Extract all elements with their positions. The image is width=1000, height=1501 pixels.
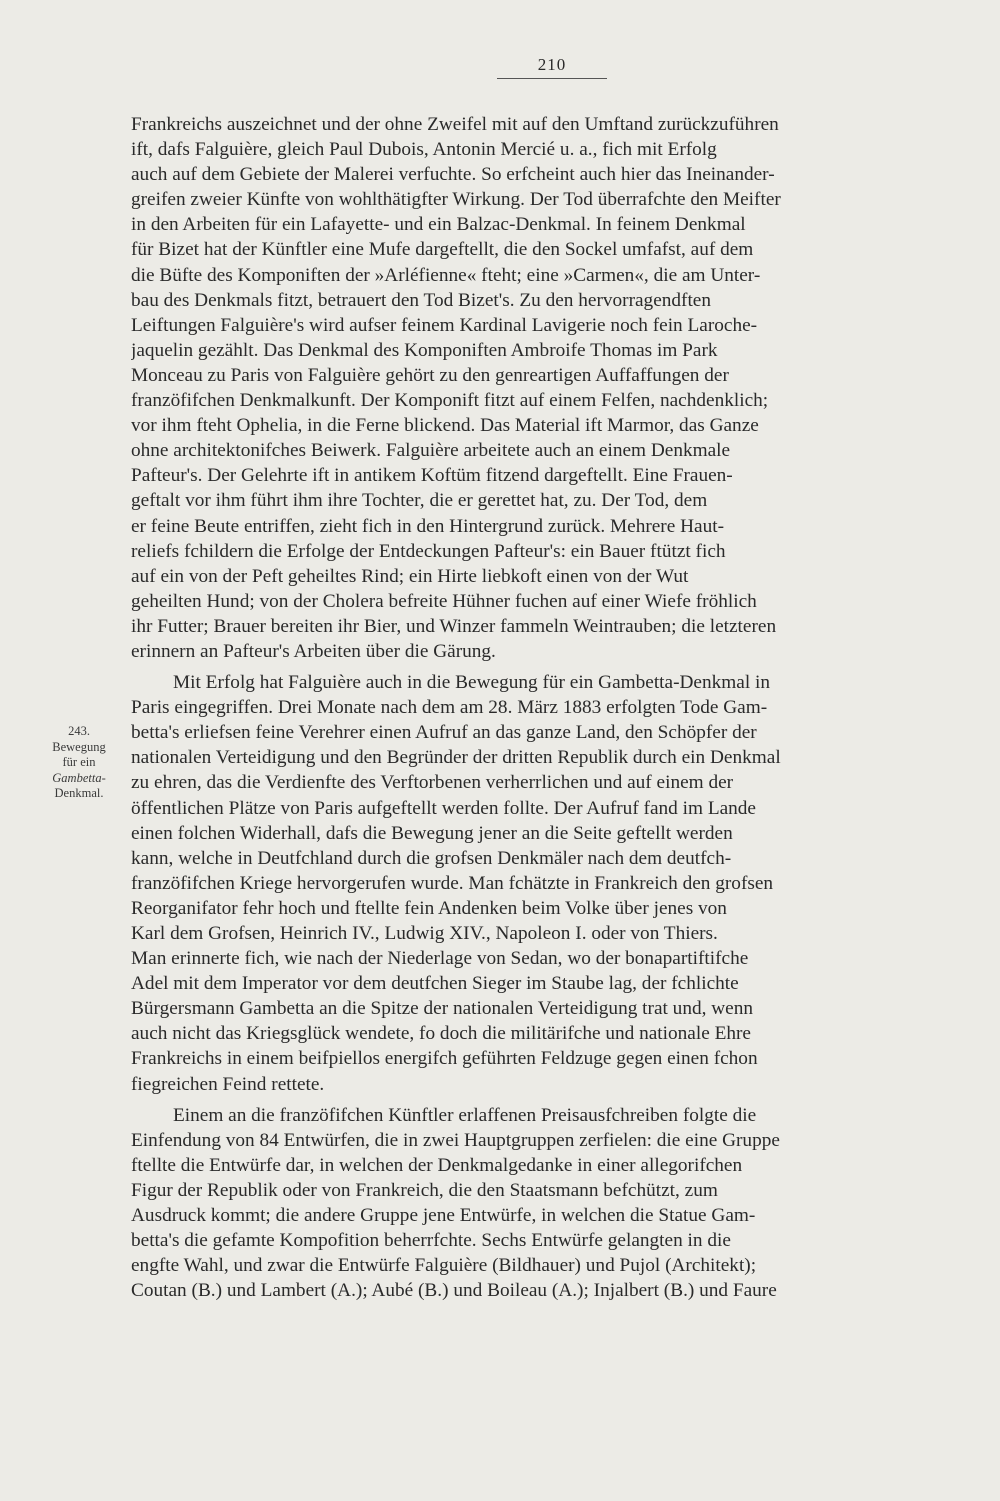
text-line: nationalen Verteidigung und den Begründer der dritten Republik durch ein Denkmal [131, 747, 781, 769]
text-line: betta's erliefsen feine Verehrer einen Aufruf an das ganze Land, den Schöpfer der [131, 722, 757, 744]
text-line: betta's die gefamte Kompofition beherrfchte. Sechs Entwürfe gelangten in die [131, 1230, 731, 1252]
text-line: die Büfte des Komponiften der »Arléfienne« fteht; eine »Carmen«, die am Unter- [131, 264, 761, 286]
text-line: Einfendung von 84 Entwürfen, die in zwei Hauptgruppen zerfielen: die eine Gruppe [131, 1129, 780, 1151]
text-line: zu ehren, das die Verdienfte des Verftorbenen verherrlichen und auf einem der [131, 772, 734, 794]
marginal-note [40, 724, 118, 802]
text-line: fiegreichen Feind rettete. [131, 1073, 325, 1095]
text-line: reliefs fchildern die Erfolge der Entdeckungen Pafteur's: ein Bauer ftützt fich [131, 540, 726, 562]
text-line: Figur der Republik oder von Frankreich, die den Staatsmann befchützt, zum [131, 1179, 718, 1201]
text-line: einen folchen Widerhall, dafs die Bewegung jener an die Seite geftellt werden [131, 822, 733, 844]
text-line: Reorganifator fehr hoch und ftellte fein Andenken beim Volke über jenes von [131, 897, 727, 919]
text-line: Mit Erfolg hat Falguière auch in die Bewegung für ein Gambetta-Denkmal in [173, 672, 771, 694]
text-line: ift, dafs Falguière, gleich Paul Dubois, Antonin Mercié u. a., fich mit Erfolg [131, 139, 717, 161]
text-line: Karl dem Grofsen, Heinrich IV., Ludwig XIV., Napoleon I. oder von Thiers. [131, 923, 718, 944]
marginal-note-line: Denkmal. [54, 786, 104, 800]
page-number: 210 [497, 55, 607, 79]
body-text [131, 112, 951, 1303]
text-line: Adel mit dem Imperator vor dem deutfchen Sieger im Staube lag, der fchlichte [131, 973, 739, 995]
text-line: öffentlichen Plätze von Paris aufgeftellt werden follte. Der Aufruf fand im Lande [131, 797, 756, 819]
text-line: franzöfifchen Denkmalkunft. Der Komponift fitzt auf einem Felfen, nachdenklich; [131, 390, 769, 412]
text-line: engfte Wahl, und zwar die Entwürfe Falguière (Bildhauer) und Pujol (Architekt); [131, 1255, 757, 1277]
marginal-note-line: Bewegung [52, 739, 106, 754]
text-line: ihr Futter; Brauer bereiten ihr Bier, und Winzer fammeln Weintrauben; die letzteren [131, 615, 777, 637]
text-line: Coutan (B.) und Lambert (A.); Aubé (B.) und Boileau (A.); Injalbert (B.) und Faure [131, 1280, 777, 1302]
text-line: in den Arbeiten für ein Lafayette- und ein Balzac-Denkmal. In feinem Denkmal [131, 214, 746, 236]
text-line: auch auf dem Gebiete der Malerei verfuchte. So erfcheint auch hier das Ineinander- [131, 164, 775, 186]
text-line: für Bizet hat der Künftler eine Mufe dargeftellt, die den Sockel umfafst, auf dem [131, 239, 754, 261]
text-line: ftellte die Entwürfe dar, in welchen der Denkmalgedanke in einer allegorifchen [131, 1154, 743, 1176]
text-line: Bürgersmann Gambetta an die Spitze der nationalen Verteidigung trat und, wenn [131, 998, 754, 1020]
text-line: greifen zweier Künfte von wohlthätigfter Wirkung. Der Tod überrafchte den Meifter [131, 189, 781, 211]
text-line: auch nicht das Kriegsglück wendete, fo doch die militärifche und nationale Ehre [131, 1023, 751, 1045]
text-line: Leiftungen Falguière's wird aufser feinem Kardinal Lavigerie noch fein Laroche- [131, 314, 758, 336]
text-line: geheilten Hund; von der Cholera befreite Hühner fuchen auf einer Wiefe fröhlich [131, 590, 757, 612]
text-line: jaquelin gezählt. Das Denkmal des Komponiften Ambroife Thomas im Park [131, 339, 718, 361]
text-line: erinnern an Pafteur's Arbeiten über die Gärung. [131, 640, 496, 662]
text-line: Monceau zu Paris von Falguière gehört zu den genreartigen Auffaffungen der [131, 364, 729, 386]
text-line: ohne architektonifches Beiwerk. Falguière arbeitete auch an einem Denkmale [131, 440, 731, 462]
text-line: Man erinnerte fich, wie nach der Niederlage von Sedan, wo der bonapartiftifche [131, 948, 749, 970]
marginal-note-line: Gambetta- [52, 770, 106, 785]
marginal-note-line: für ein [62, 755, 96, 769]
text-line: vor ihm fteht Ophelia, in die Ferne blickend. Das Material ift Marmor, das Ganze [131, 415, 759, 437]
text-line: Einem an die franzöfifchen Künftler erlaffenen Preisausfchreiben folgte die [173, 1104, 757, 1126]
text-line: bau des Denkmals fitzt, betrauert den Tod Bizet's. Zu den hervorragendften [131, 289, 712, 311]
text-line: Paris eingegriffen. Drei Monate nach dem am 28. März 1883 erfolgten Tode Gam- [131, 697, 768, 719]
text-line: auf ein von der Peft geheiltes Rind; ein Hirte liebkoft einen von der Wut [131, 565, 689, 587]
text-line: Frankreichs auszeichnet und der ohne Zweifel mit auf den Umftand zurückzuführen [131, 114, 779, 135]
text-line: franzöfifchen Kriege hervorgerufen wurde. Man fchätzte in Frankreich den grofsen [131, 872, 774, 894]
text-line: Pafteur's. Der Gelehrte ift in antikem Koftüm fitzend dargeftellt. Eine Frauen- [131, 465, 733, 487]
text-line: kann, welche in Deutfchland durch die grofsen Denkmäler nach dem deutfch- [131, 847, 732, 869]
text-line: er feine Beute entriffen, zieht fich in den Hintergrund zurück. Mehrere Haut- [131, 515, 725, 537]
text-line: geftalt vor ihm führt ihm ihre Tochter, die er gerettet hat, zu. Der Tod, dem [131, 490, 708, 512]
text-line: Frankreichs in einem beifpiellos energifch geführten Feldzuge gegen einen fchon [131, 1048, 758, 1070]
text-line: Ausdruck kommt; die andere Gruppe jene Entwürfe, in welchen die Statue Gam- [131, 1205, 756, 1227]
marginal-note-line: 243. [68, 724, 90, 738]
